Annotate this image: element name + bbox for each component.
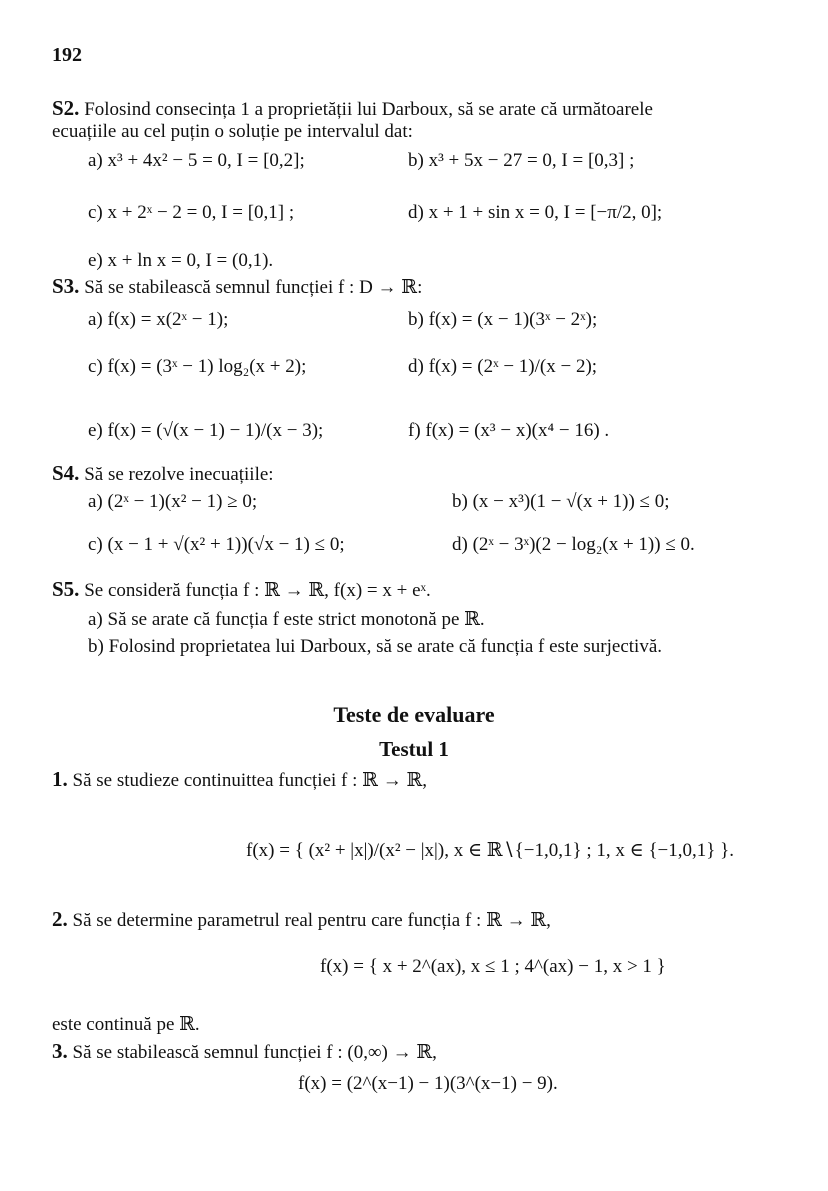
problem-3-text: Să se stabilească semnul funcției f : (0,∞) → ℝ, [72, 1042, 437, 1063]
problem-1-text: Să se studieze continuittea funcției f : ℝ → ℝ, [72, 770, 427, 791]
s3-intro [52, 275, 422, 299]
s3-item-e: e) f(x) = (√(x − 1) − 1)/(x − 3); [88, 420, 324, 441]
problem-2-continuation: este continuă pe ℝ. [52, 1014, 200, 1035]
problem-3-label: 3. [52, 1039, 68, 1063]
s2-item-e: e) x + ln x = 0, I = (0,1). [88, 250, 274, 271]
s4-intro-text: Să se rezolve inecuațiile: [84, 464, 274, 485]
s5-intro [52, 578, 431, 602]
s3-label: S3. [52, 274, 80, 298]
problem-1-formula: f(x) = { (x² + |x|)/(x² − |x|), x ∈ ℝ∖{−1,0,1} ; 1, x ∈ {−1,0,1} }. [246, 840, 735, 861]
test-title: Testul 1 [379, 737, 449, 761]
s4-item-d: d) (2ˣ − 3ˣ)(2 − log₂(x + 1)) ≤ 0. [452, 534, 695, 555]
s3-intro-text: Să se stabilească semnul funcției f : D → ℝ: [84, 277, 423, 298]
s2-item-d: d) x + 1 + sin x = 0, I = [−π/2, 0]; [408, 202, 663, 223]
problem-1-label: 1. [52, 767, 68, 791]
problem-1 [52, 768, 427, 792]
s2-item-b: b) x³ + 5x − 27 = 0, I = [0,3] ; [408, 150, 635, 171]
s3-item-f: f) f(x) = (x³ − x)(x⁴ − 16) . [408, 420, 610, 441]
s2-intro-line1: Folosind consecința 1 a proprietății lui Darboux, să se arate că următoarele [84, 99, 653, 120]
s4-label: S4. [52, 461, 80, 485]
s2-intro [52, 97, 653, 121]
s3-item-c: c) f(x) = (3ˣ − 1) log₂(x + 2); [88, 356, 307, 377]
s2-label: S2. [52, 96, 80, 120]
s2-intro-line2: ecuațiile au cel puțin o soluție pe intervalul dat: [52, 121, 413, 142]
problem-3-formula: f(x) = (2^(x−1) − 1)(3^(x−1) − 9). [298, 1073, 558, 1094]
s5-intro-text: Se consideră funcția f : ℝ → ℝ, f(x) = x + eˣ. [84, 580, 431, 601]
s2-item-c: c) x + 2ˣ − 2 = 0, I = [0,1] ; [88, 202, 295, 223]
s3-item-d: d) f(x) = (2ˣ − 1)/(x − 2); [408, 356, 598, 377]
s4-item-a: a) (2ˣ − 1)(x² − 1) ≥ 0; [88, 491, 258, 512]
s3-item-b: b) f(x) = (x − 1)(3ˣ − 2ˣ); [408, 309, 598, 330]
s5-item-a: a) Să se arate că funcția f este strict monotonă pe ℝ. [88, 609, 485, 630]
s3-item-a: a) f(x) = x(2ˣ − 1); [88, 309, 229, 330]
problem-2 [52, 908, 551, 932]
s4-item-c: c) (x − 1 + √(x² + 1))(√x − 1) ≤ 0; [88, 534, 345, 555]
problem-2-label: 2. [52, 907, 68, 931]
s4-intro [52, 462, 274, 486]
problem-2-formula: f(x) = { x + 2^(ax), x ≤ 1 ; 4^(ax) − 1, x > 1 } [320, 956, 666, 977]
section-title: Teste de evaluare [333, 702, 495, 727]
problem-3 [52, 1040, 437, 1064]
s4-item-b: b) (x − x³)(1 − √(x + 1)) ≤ 0; [452, 491, 670, 512]
problem-2-text: Să se determine parametrul real pentru care funcția f : ℝ → ℝ, [72, 910, 551, 931]
s5-item-b: b) Folosind proprietatea lui Darboux, să se arate că funcția f este surjectivă. [88, 636, 663, 657]
s5-label: S5. [52, 577, 80, 601]
page-number: 192 [52, 44, 82, 66]
s2-item-a: a) x³ + 4x² − 5 = 0, I = [0,2]; [88, 150, 305, 171]
